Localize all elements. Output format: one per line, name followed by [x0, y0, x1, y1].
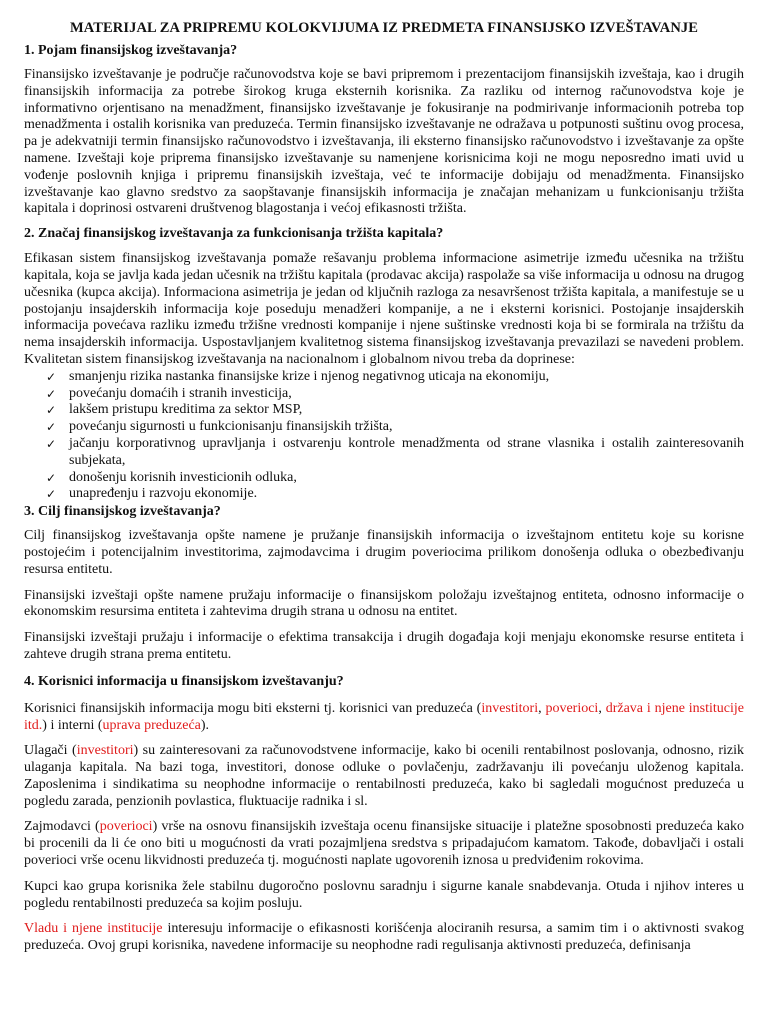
highlight-poverioci: poverioci [545, 700, 599, 716]
section-4-paragraph-1: Korisnici finansijskih informacija mogu biti eksterni tj. korisnici van preduzeća (investitori, poverioci, država i njene institucije itd.) i interni (uprava preduzeća). [24, 700, 744, 733]
list-item: ✓ povećanju domaćih i stranih investicija, [46, 385, 292, 401]
section-2-paragraph: Efikasan sistem finansijskog izveštavanja pomaže rešavanju problema informacione asimetrije između učesnika na tržištu kapitala, koja se javlja kada jedan učesnik na tržištu kapitala (prodavac akcija) raspolaže sa više informacija u odnosu na drugog učesnika (kupca akcija). Informaciona asimetrija je jedan od ključnih razloga za nesavršenost tržišta kapitala, a manifestuje se u postojanju insajderskih informacija koje poseduju menadžeri kompanije, a ne i eksterni korisnici. Postojanje insajderskih informacija povećava razliku između tržišne vrednosti kompanije i njene suštinske vrednosti koja bi se formirala na tržištu da nema insajderskih informacija. Uspostavljanjem kvalitetnog sistema finansijskog izveštavanja prevazilazi se navedeni problem. Kvalitetan sistem finansijskog izveštavanja na nacionalnom i globalnom nivou treba da doprinese: [24, 251, 744, 367]
section-2-heading: 2. Značaj finansijskog izveštavanja za funkcionisanja tržišta kapitala? [24, 226, 444, 242]
section-4-heading: 4. Korisnici informacija u finansijskom izveštavanju? [24, 673, 344, 689]
highlight-investitori: investitori [76, 743, 134, 759]
list-item: ✓ unapređenju i razvoju ekonomije. [46, 486, 258, 502]
section-3-paragraph-3: Finansijski izveštaji pružaju i informacije o efektima transakcija i drugih događaja koji menjaju ekonomske resurse entiteta i zahteve drugih strana prema entitetu. [24, 630, 744, 662]
section-1-paragraph: Finansijsko izveštavanje je područje računovodstva koje se bavi pripremom i prezentacijom finansijskih izveštaja, kao i drugih finansijskih informacija za potrebe širokog kruga eksternih korisnika. Za razliku od internog računovodstva koje je informativno orjentisano na menadžment, finansijsko izveštavanje je fokusiranje na podmirivanje informacionih potreba top menadžmenta i ostalih korisnika van preduzeća. Termin finansijsko izveštavanje ne odražava u potpunosti suštinu ovog procesa, pa je adekvatniji termin finansijsko računovodstvo i izveštavanja, ili eksterno finansijsko računovodstvo i izveštavanje za opšte namene. Izveštaji koje priprema finansijsko izveštavanje su namenjene korisnicima koji ne mogu neposredno imati uvid u vođenje poslovnih knjiga i pripremu finansijskih izveštaja, već te informacije dobijaju od menadžmenta. Finansijsko izveštavanje kao glavno sredstvo za saopštavanje finansijskih informacija je značajan mehanizam u funkcionisanju tržišta kapitala i doprinosi ostvareni društvenog blagostanja i većoj efikasnosti tržišta. [24, 67, 744, 217]
section-4-paragraph-3: Zajmodavci (poverioci) vrše na osnovu finansijskih izveštaja ocenu finansijske situacije i platežne sposobnosti preduzeća kako bi procenili da li će ono biti u mogućnosti da vrati pozajmljena sredstva s pripadajućom kamatom. Takođe, dobavljači i ostali poverioci vrše ocenu likvidnosti preduzeća tj. mogućnosti naplate ugovorenih iznosa u predviđenim rokovima. [24, 819, 745, 869]
list-item: ✓ lakšem pristupu kreditima za sektor MSP, [46, 402, 303, 418]
highlight-drzava: država i njene institucije itd. [24, 700, 744, 733]
list-item: ✓ donošenju korisnih investicionih odluka, [46, 469, 297, 485]
highlight-poverioci: poverioci [99, 819, 153, 835]
highlight-vlada: Vladu i njene institucije [24, 921, 163, 937]
list-item: ✓ povećanju sigurnosti u funkcionisanju finansijskih tržišta, [46, 419, 393, 435]
check-icon: ✓ [46, 369, 57, 384]
list-item: ✓ jačanju korporativnog upravljanja i ostvarenju kontrole menadžmenta od strane vlasnika i ostalih zainteresovanih subjekata, [46, 435, 744, 468]
document-title: MATERIJAL ZA PRIPREMU KOLOKVIJUMA IZ PREDMETA FINANSIJSKO IZVEŠTAVANJE [69, 20, 699, 36]
section-4-paragraph-5: Vladu i njene institucije interesuju informacije o efikasnosti korišćenja alociranih resursa, a samim tim i o aktivnosti svakog preduzeća. Ovoj grupi korisnika, navedene informacije su neophodne radi regulisanja aktivnosti preduzeća, definisanja [24, 921, 745, 954]
list-item: ✓ smanjenju rizika nastanka finansijske krize i njenog negativnog uticaja na ekonomiju, [46, 368, 550, 384]
check-icon: ✓ [46, 487, 57, 502]
check-icon: ✓ [46, 470, 57, 485]
section-1-heading: 1. Pojam finansijskog izveštavanja? [24, 43, 238, 58]
check-icon: ✓ [46, 386, 57, 401]
section-4-paragraph-2: Ulagači (investitori) su zainteresovani za računovodstvene informacije, kako bi ocenili rentabilnost poslovanja, odnosno, rizik ulaganja kapitala. Na bazi toga, investitori, donose odluke o povlačenju, zadržavanju ili povećanju uloženog kapitala. Zaposlenima i sindikatima su neophodne informacije o rentabilnosti preduzeća, kako bi sagledali mogućnost preduzeća u pogledu zarada, penzionih povlastica, fluktuacije radnika i sl. [24, 743, 744, 809]
highlight-uprava: uprava preduzeća [102, 717, 201, 733]
highlight-investitori: investitori [481, 700, 539, 716]
section-3-heading: 3. Cilj finansijskog izveštavanja? [24, 504, 221, 520]
check-icon: ✓ [46, 403, 57, 418]
check-icon: ✓ [46, 420, 57, 435]
section-3-paragraph-2: Finansijski izveštaji opšte namene pružaju informacije o finansijskom položaju izveštajnog entiteta, odnosno informacije o ekonomskim resursima entiteta i zahtevima drugih strana u odnosu na entitet. [24, 587, 744, 620]
section-4-paragraph-4: Kupci kao grupa korisnika žele stabilnu dugoročno poslovnu saradnju i sigurne kanale snabdevanja. Otuda i njihov interes u pogledu rentabilnosti preduzeća sa kojim posluju. [24, 878, 744, 911]
benefits-list [24, 369, 744, 503]
section-3-paragraph-1: Cilj finansijskog izveštavanja opšte namene je pružanje finansijskih informacija o izveštajnom entitetu koje su korisne postojećim i potencijalnim investitorima, zajmodavcima i drugim poveriocima prilikom donošenja odluka o obezbeđivanju resursa entitetu. [24, 528, 744, 577]
check-icon: ✓ [46, 436, 57, 451]
